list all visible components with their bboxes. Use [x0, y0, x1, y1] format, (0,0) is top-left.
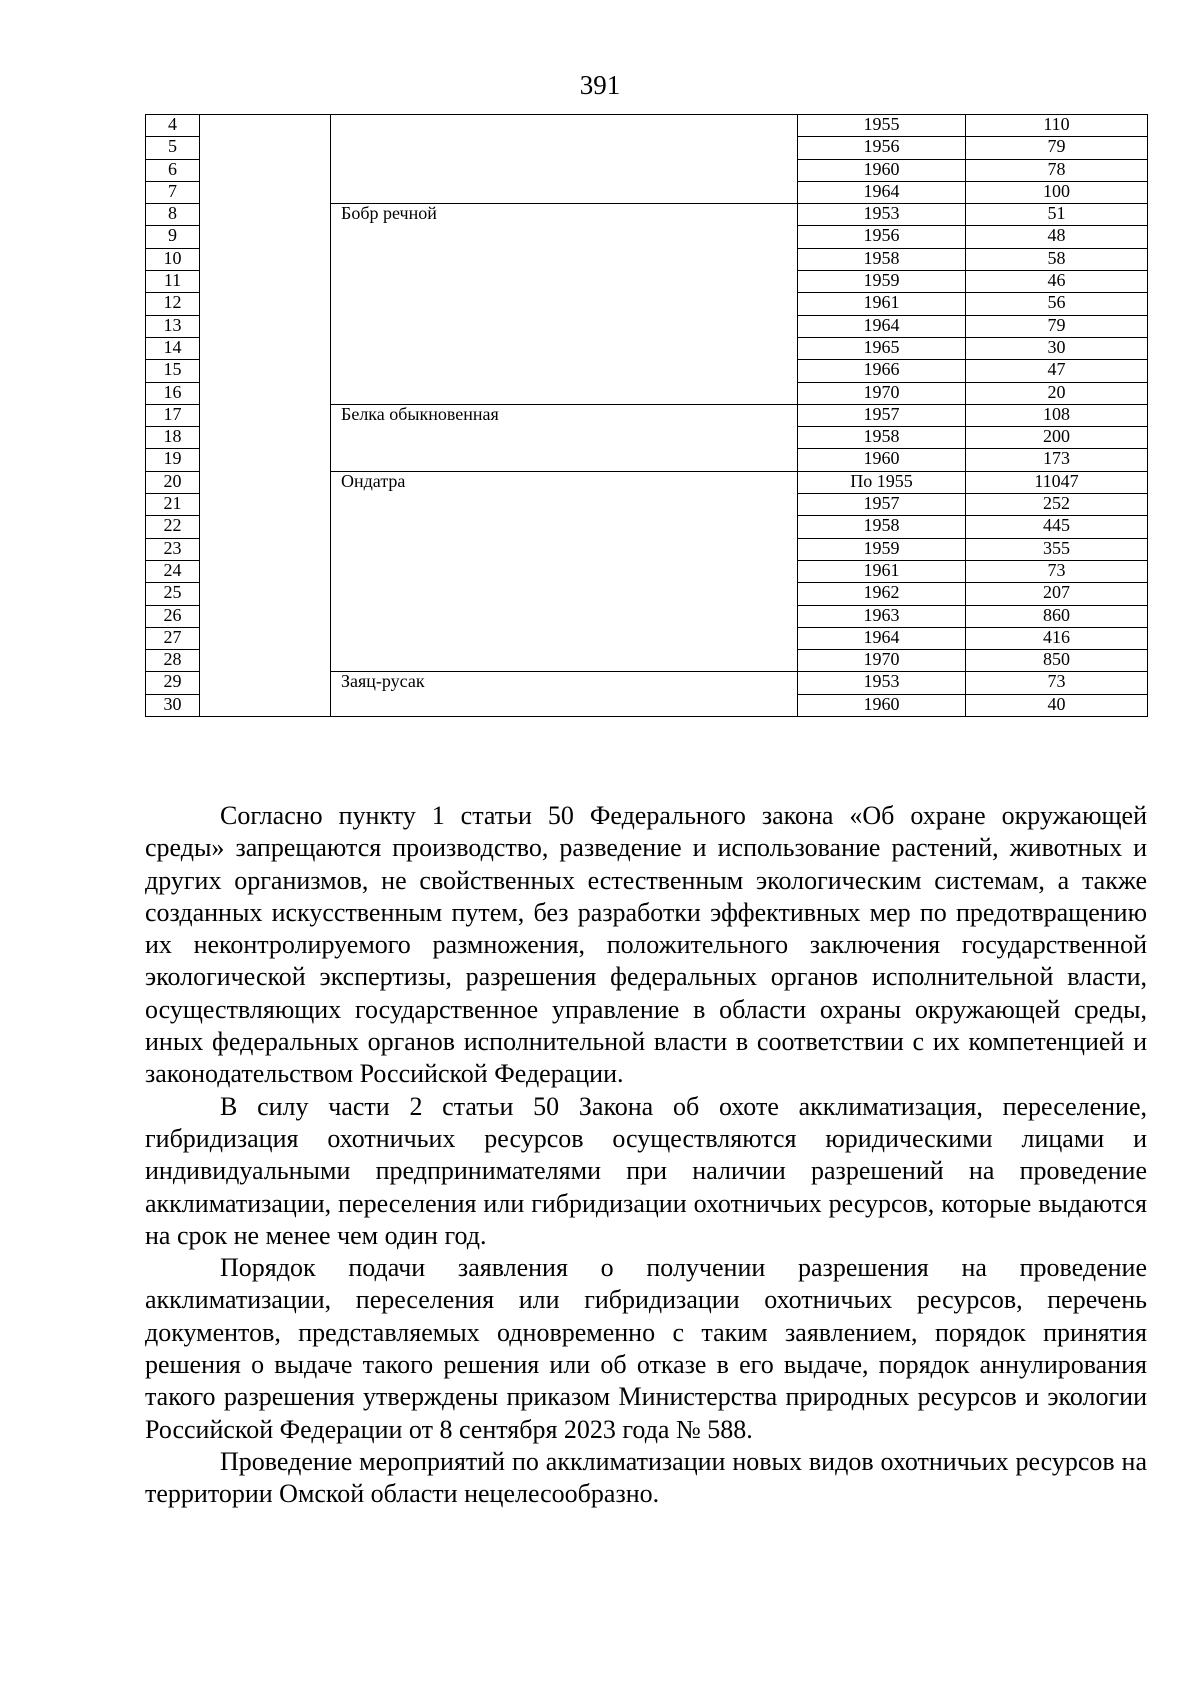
row-number-cell: 4	[146, 115, 200, 137]
count-cell: 200	[966, 427, 1148, 449]
row-number-cell: 23	[146, 538, 200, 560]
year-cell: 1959	[798, 538, 966, 560]
species-cell	[331, 115, 798, 204]
year-cell: 1958	[798, 427, 966, 449]
region-column-cell	[200, 115, 331, 717]
row-number-cell: 19	[146, 449, 200, 471]
year-cell: 1957	[798, 404, 966, 426]
row-number-cell: 8	[146, 204, 200, 226]
row-number-cell: 24	[146, 560, 200, 582]
year-cell: 1964	[798, 627, 966, 649]
year-cell: 1965	[798, 337, 966, 359]
row-number-cell: 9	[146, 226, 200, 248]
count-cell: 40	[966, 694, 1148, 716]
row-number-cell: 15	[146, 360, 200, 382]
count-cell: 860	[966, 605, 1148, 627]
year-cell: 1959	[798, 271, 966, 293]
paragraph: В силу части 2 статьи 50 Закона об охоте акклиматизация, переселение, гибридизация охотничьих ресурсов осуществляются юридическими лицами и индивидуальными предпринимателями при наличии разрешений на проведение акклиматизации, переселения или гибридизации охотничьих ресурсов, которые выдаются на срок не менее чем один год.	[145, 1091, 1147, 1250]
count-cell: 73	[966, 672, 1148, 694]
year-cell: 1964	[798, 315, 966, 337]
paragraph: Согласно пункту 1 статьи 50 Федерального закона «Об охране окружающей среды» запрещаются производство, разведение и использование растений, животных и других организмов, не свойственных естественным экологическим системам, а также созданных искусственным путем, без разработки эффективных мер по предотвращению их неконтролируемого размножения, положительного заключения государственной экологической экспертизы, разрешения федеральных органов исполнительной власти, осуществляющих государственное управление в области охраны окружающей среды, иных федеральных органов исполнительной власти в соответствии с их компетенцией и законодательством Российской Федерации.	[145, 801, 1147, 1089]
year-cell: 1961	[798, 293, 966, 315]
page-number: 391	[579, 70, 621, 100]
count-cell: 416	[966, 627, 1148, 649]
count-cell: 173	[966, 449, 1148, 471]
row-number-cell: 14	[146, 337, 200, 359]
count-cell: 78	[966, 159, 1148, 181]
acclimatization-table	[145, 114, 1148, 717]
count-cell: 355	[966, 538, 1148, 560]
count-cell: 252	[966, 494, 1148, 516]
row-number-cell: 21	[146, 494, 200, 516]
count-cell: 110	[966, 115, 1148, 137]
row-number-cell: 5	[146, 137, 200, 159]
body-text	[145, 800, 1147, 1511]
table-body	[146, 115, 1148, 717]
row-number-cell: 30	[146, 694, 200, 716]
year-cell: 1966	[798, 360, 966, 382]
year-cell: 1953	[798, 672, 966, 694]
year-cell: 1958	[798, 248, 966, 270]
row-number-cell: 26	[146, 605, 200, 627]
row-number-cell: 16	[146, 382, 200, 404]
row-number-cell: 27	[146, 627, 200, 649]
row-number-cell: 17	[146, 404, 200, 426]
count-cell: 108	[966, 404, 1148, 426]
year-cell: 1970	[798, 650, 966, 672]
year-cell: 1961	[798, 560, 966, 582]
count-cell: 46	[966, 271, 1148, 293]
year-cell: По 1955	[798, 471, 966, 493]
row-number-cell: 22	[146, 516, 200, 538]
row-number-cell: 25	[146, 583, 200, 605]
year-cell: 1960	[798, 159, 966, 181]
row-number-cell: 18	[146, 427, 200, 449]
count-cell: 79	[966, 137, 1148, 159]
row-number-cell: 11	[146, 271, 200, 293]
year-cell: 1970	[798, 382, 966, 404]
year-cell: 1953	[798, 204, 966, 226]
year-cell: 1962	[798, 583, 966, 605]
count-cell: 100	[966, 181, 1148, 203]
count-cell: 20	[966, 382, 1148, 404]
count-cell: 445	[966, 516, 1148, 538]
species-cell: Белка обыкновенная	[331, 404, 798, 471]
count-cell: 58	[966, 248, 1148, 270]
table-row	[146, 115, 1148, 137]
count-cell: 47	[966, 360, 1148, 382]
year-cell: 1960	[798, 694, 966, 716]
year-cell: 1957	[798, 494, 966, 516]
count-cell: 79	[966, 315, 1148, 337]
row-number-cell: 20	[146, 471, 200, 493]
species-cell: Ондатра	[331, 471, 798, 672]
year-cell: 1956	[798, 226, 966, 248]
row-number-cell: 13	[146, 315, 200, 337]
count-cell: 73	[966, 560, 1148, 582]
year-cell: 1956	[798, 137, 966, 159]
row-number-cell: 7	[146, 181, 200, 203]
count-cell: 11047	[966, 471, 1148, 493]
count-cell: 56	[966, 293, 1148, 315]
species-cell: Заяц-русак	[331, 672, 798, 717]
count-cell: 30	[966, 337, 1148, 359]
species-cell: Бобр речной	[331, 204, 798, 405]
row-number-cell: 12	[146, 293, 200, 315]
year-cell: 1960	[798, 449, 966, 471]
paragraph: Проведение мероприятий по акклиматизации новых видов охотничьих ресурсов на территории Омской области нецелесообразно.	[145, 1446, 1147, 1509]
row-number-cell: 28	[146, 650, 200, 672]
year-cell: 1955	[798, 115, 966, 137]
count-cell: 850	[966, 650, 1148, 672]
count-cell: 48	[966, 226, 1148, 248]
count-cell: 207	[966, 583, 1148, 605]
year-cell: 1958	[798, 516, 966, 538]
year-cell: 1963	[798, 605, 966, 627]
count-cell: 51	[966, 204, 1148, 226]
paragraph: Порядок подачи заявления о получении разрешения на проведение акклиматизации, переселения или гибридизации охотничьих ресурсов, перечень документов, представляемых одновременно с таким заявлением, порядок принятия решения о выдаче такого решения или об отказе в его выдаче, порядок аннулирования такого разрешения утверждены приказом Министерства природных ресурсов и экологии Российской Федерации от 8 сентября 2023 года № 588.	[145, 1253, 1147, 1444]
row-number-cell: 10	[146, 248, 200, 270]
year-cell: 1964	[798, 181, 966, 203]
row-number-cell: 6	[146, 159, 200, 181]
row-number-cell: 29	[146, 672, 200, 694]
